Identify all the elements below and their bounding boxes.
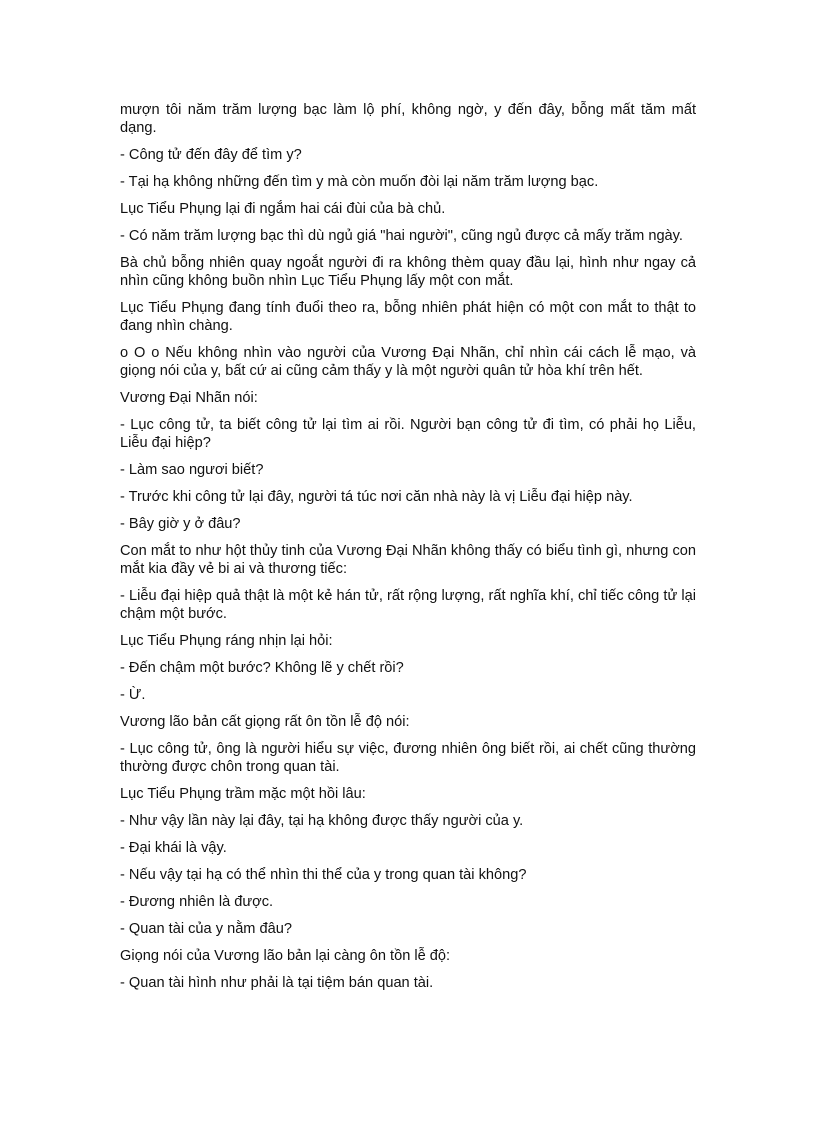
paragraph: - Quan tài của y nằm đâu?	[120, 921, 292, 937]
paragraph: - Đương nhiên là được.	[120, 894, 274, 910]
paragraph: Bà chủ bỗng nhiên quay ngoắt người đi ra không thèm quay đầu lại, hình như ngay cả nhìn cũng không buồn nhìn Lục Tiểu Phụng lấy một con mắt.	[120, 255, 696, 289]
paragraph: - Nếu vậy tại hạ có thể nhìn thi thể của y trong quan tài không?	[120, 867, 527, 883]
paragraph: - Bây giờ y ở đâu?	[120, 516, 241, 532]
paragraph: Con mắt to như hột thủy tinh của Vương Đại Nhãn không thấy có biểu tình gì, nhưng con mắt kia đầy vẻ bi ai và thương tiếc:	[120, 543, 696, 577]
paragraph: - Lục công tử, ông là người hiểu sự việc, đương nhiên ông biết rồi, ai chết cũng thường thường được chôn trong quan tài.	[120, 741, 696, 775]
paragraph: - Quan tài hình như phải là tại tiệm bán quan tài.	[120, 975, 434, 991]
paragraph: - Đến chậm một bước? Không lẽ y chết rồi?	[120, 660, 404, 676]
paragraph: - Công tử đến đây để tìm y?	[120, 147, 302, 163]
paragraph: Lục Tiểu Phụng lại đi ngắm hai cái đùi của bà chủ.	[120, 201, 446, 217]
paragraph: - Liễu đại hiệp quả thật là một kẻ hán tử, rất rộng lượng, rất nghĩa khí, chỉ tiếc công tử lại chậm một bước.	[120, 588, 696, 622]
paragraph: Lục Tiểu Phụng trầm mặc một hồi lâu:	[120, 786, 366, 802]
document-body	[120, 101, 696, 1001]
paragraph: mượn tôi năm trăm lượng bạc làm lộ phí, không ngờ, y đến đây, bỗng mất tăm mất dạng.	[120, 102, 696, 136]
paragraph: - Làm sao ngươi biết?	[120, 462, 264, 478]
paragraph: - Như vậy lần này lại đây, tại hạ không được thấy người của y.	[120, 813, 524, 829]
paragraph: Lục Tiểu Phụng ráng nhịn lại hỏi:	[120, 633, 333, 649]
paragraph: - Lục công tử, ta biết công tử lại tìm ai rồi. Người bạn công tử đi tìm, có phải họ Liễu, Liễu đại hiệp?	[120, 417, 696, 451]
paragraph: - Có năm trăm lượng bạc thì dù ngủ giá "hai người", cũng ngủ được cả mấy trăm ngày.	[120, 228, 683, 244]
paragraph: - Đại khái là vậy.	[120, 840, 227, 856]
paragraph: Giọng nói của Vương lão bản lại càng ôn tồn lễ độ:	[120, 948, 451, 964]
paragraph: - Tại hạ không những đến tìm y mà còn muốn đòi lại năm trăm lượng bạc.	[120, 174, 599, 190]
paragraph: Vương lão bản cất giọng rất ôn tồn lễ độ nói:	[120, 714, 410, 730]
paragraph: Lục Tiểu Phụng đang tính đuổi theo ra, bỗng nhiên phát hiện có một con mắt to thật to đang nhìn chàng.	[120, 300, 696, 334]
paragraph: - Trước khi công tử lại đây, người tá túc nơi căn nhà này là vị Liễu đại hiệp này.	[120, 489, 633, 505]
paragraph: o O o Nếu không nhìn vào người của Vương Đại Nhãn, chỉ nhìn cái cách lễ mạo, và giọng nói của y, bất cứ ai cũng cảm thấy y là một người quân tử hòa khí trên hết.	[120, 345, 696, 379]
paragraph: Vương Đại Nhãn nói:	[120, 390, 258, 406]
paragraph: - Ừ.	[120, 687, 146, 703]
